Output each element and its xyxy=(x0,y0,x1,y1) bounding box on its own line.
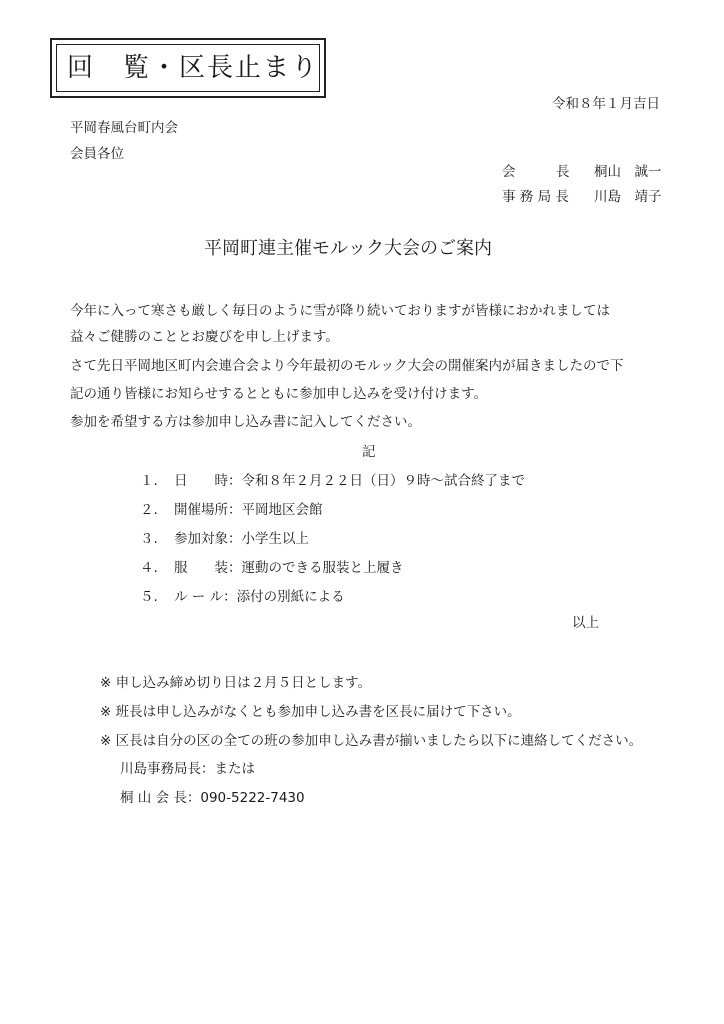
contact-label: 川島事務局長 xyxy=(120,761,201,777)
item-label: 開催場所 xyxy=(174,502,228,518)
contact-secretary: 川島事務局長：または xyxy=(120,761,255,777)
note-group-leader: ※ 班長は申し込みがなくとも参加申し込み書を区長に届けて下さい。 xyxy=(100,704,521,720)
item-number: ４. xyxy=(140,560,158,576)
item-label: 服 装 xyxy=(174,560,228,576)
item-date: １. 日 時：令和８年２月２２日（日）９時～試合終了まで xyxy=(140,473,525,489)
contact-phone: 090-5222-7430 xyxy=(200,790,305,806)
body-line-2: 益々ご健勝のこととお慶びを申し上げます。 xyxy=(70,329,339,345)
contact-label: 桐 山 会 長 xyxy=(120,790,187,806)
item-value: 添付の別紙による xyxy=(236,589,345,605)
item-value: 平岡地区会館 xyxy=(241,502,323,518)
sender-secretary-role: 事 務 局 長 xyxy=(502,189,569,205)
item-label: ル ー ル xyxy=(174,589,224,605)
body-line-5: 参加を希望する方は参加申し込み書に記入してください。 xyxy=(70,414,421,430)
item-dress: ４. 服 装：運動のできる服装と上履き xyxy=(140,560,404,576)
issue-date: 令和８年１月吉日 xyxy=(552,96,660,112)
item-rules: ５. ル ー ル：添付の別紙による xyxy=(140,589,345,605)
sender-secretary-name: 川島 靖子 xyxy=(594,189,662,205)
body-line-3: さて先日平岡地区町内会連合会より今年最初のモルック大会の開催案内が届きましたので下 xyxy=(70,358,624,374)
item-value: 小学生以上 xyxy=(241,531,309,547)
sender-president-role: 会 長 xyxy=(502,164,570,180)
item-venue: ２. 開催場所：平岡地区会館 xyxy=(140,502,323,518)
body-line-4: 記の通り皆様にお知らせするとともに参加申し込みを受け付けます。 xyxy=(70,386,488,402)
recipient-association: 平岡春風台町内会 xyxy=(70,120,178,136)
circulation-stamp xyxy=(50,38,326,98)
item-label: 日 時 xyxy=(174,473,228,489)
note-district-leader: ※ 区長は自分の区の全ての班の参加申し込み書が揃いましたら以下に連絡してください。 xyxy=(100,733,643,749)
document-title: 平岡町連主催モルック大会のご案内 xyxy=(204,238,492,259)
note-deadline: ※ 申し込み締め切り日は２月５日とします。 xyxy=(100,675,372,691)
ki-heading: 記 xyxy=(362,444,376,460)
contact-value: または xyxy=(214,761,255,777)
item-label: 参加対象 xyxy=(174,531,228,547)
stamp-label: 回 覧・区長止まり xyxy=(67,53,320,83)
closing-ijo: 以上 xyxy=(572,615,599,631)
item-number: １. xyxy=(140,473,158,489)
item-number: ２. xyxy=(140,502,158,518)
item-value: 令和８年２月２２日（日）９時～試合終了まで xyxy=(241,473,525,489)
body-line-1: 今年に入って寒さも厳しく毎日のように雪が降り続いておりますが皆様におかれましては xyxy=(70,303,610,319)
item-value: 運動のできる服装と上履き xyxy=(241,560,404,576)
sender-president-name: 桐山 誠一 xyxy=(594,164,662,180)
item-number: ５. xyxy=(140,589,158,605)
recipient-members: 会員各位 xyxy=(70,146,124,162)
contact-president: 桐 山 会 長：090-5222-7430 xyxy=(120,790,305,806)
item-number: ３. xyxy=(140,531,158,547)
item-eligibility: ３. 参加対象：小学生以上 xyxy=(140,531,309,547)
